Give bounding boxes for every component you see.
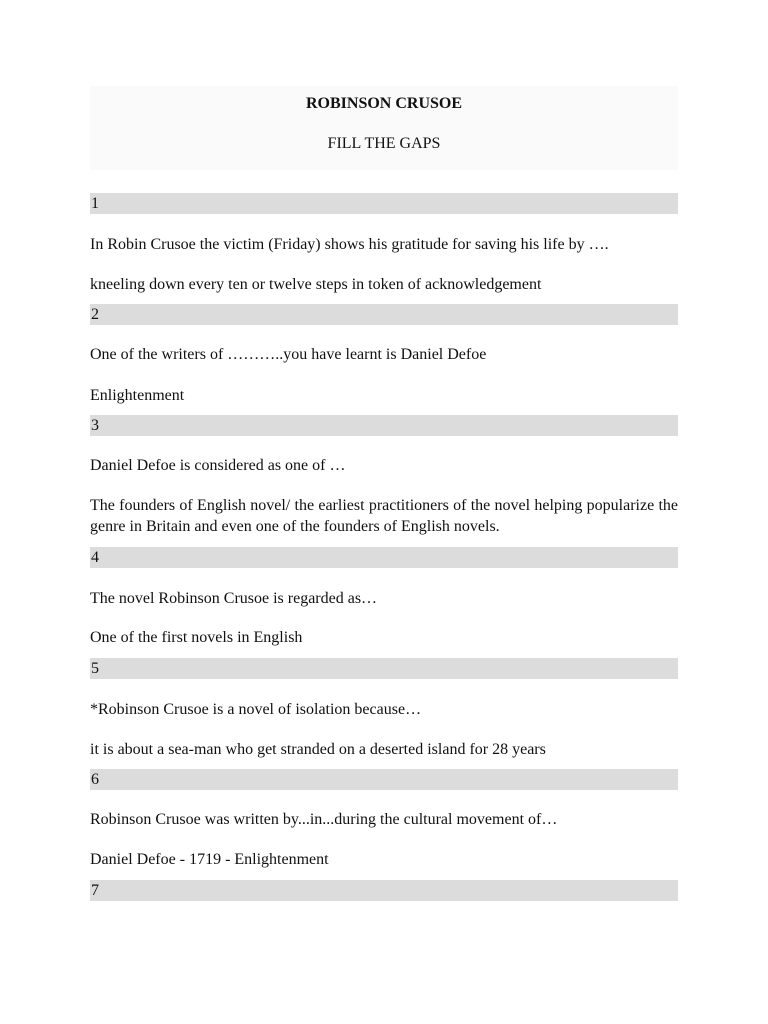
answer-6: Daniel Defoe - 1719 - Enlightenment (90, 851, 329, 868)
document-title: ROBINSON CRUSOE (305, 95, 463, 112)
question-4: The novel Robinson Crusoe is regarded as… (90, 590, 378, 607)
item-number-5: 5 (90, 658, 678, 679)
answer-2: Enlightenment (90, 387, 185, 404)
item-number-2: 2 (90, 304, 678, 325)
question-2: One of the writers of ………..you have learnt is Daniel Defoe (90, 346, 487, 363)
answer-3: The founders of English novel/ the earliest practitioners of the novel helping popularize the genre in Britain and even one of the founders of English novels. (90, 497, 678, 535)
question-3: Daniel Defoe is considered as one of … (90, 457, 346, 474)
document-subtitle: FILL THE GAPS (327, 135, 441, 152)
answer-1: kneeling down every ten or twelve steps in token of acknowledgement (90, 276, 542, 293)
item-number-3: 3 (90, 415, 678, 436)
item-number-4: 4 (90, 547, 678, 568)
item-number-7: 7 (90, 880, 678, 901)
answer-4: One of the first novels in English (90, 629, 303, 646)
item-number-6: 6 (90, 769, 678, 790)
question-6: Robinson Crusoe was written by...in...during the cultural movement of… (90, 811, 558, 828)
item-number-1: 1 (90, 193, 678, 214)
answer-5: it is about a sea-man who get stranded on a deserted island for 28 years (90, 741, 546, 758)
question-5: *Robinson Crusoe is a novel of isolation because… (90, 701, 422, 718)
question-1: In Robin Crusoe the victim (Friday) shows his gratitude for saving his life by …. (90, 236, 609, 253)
